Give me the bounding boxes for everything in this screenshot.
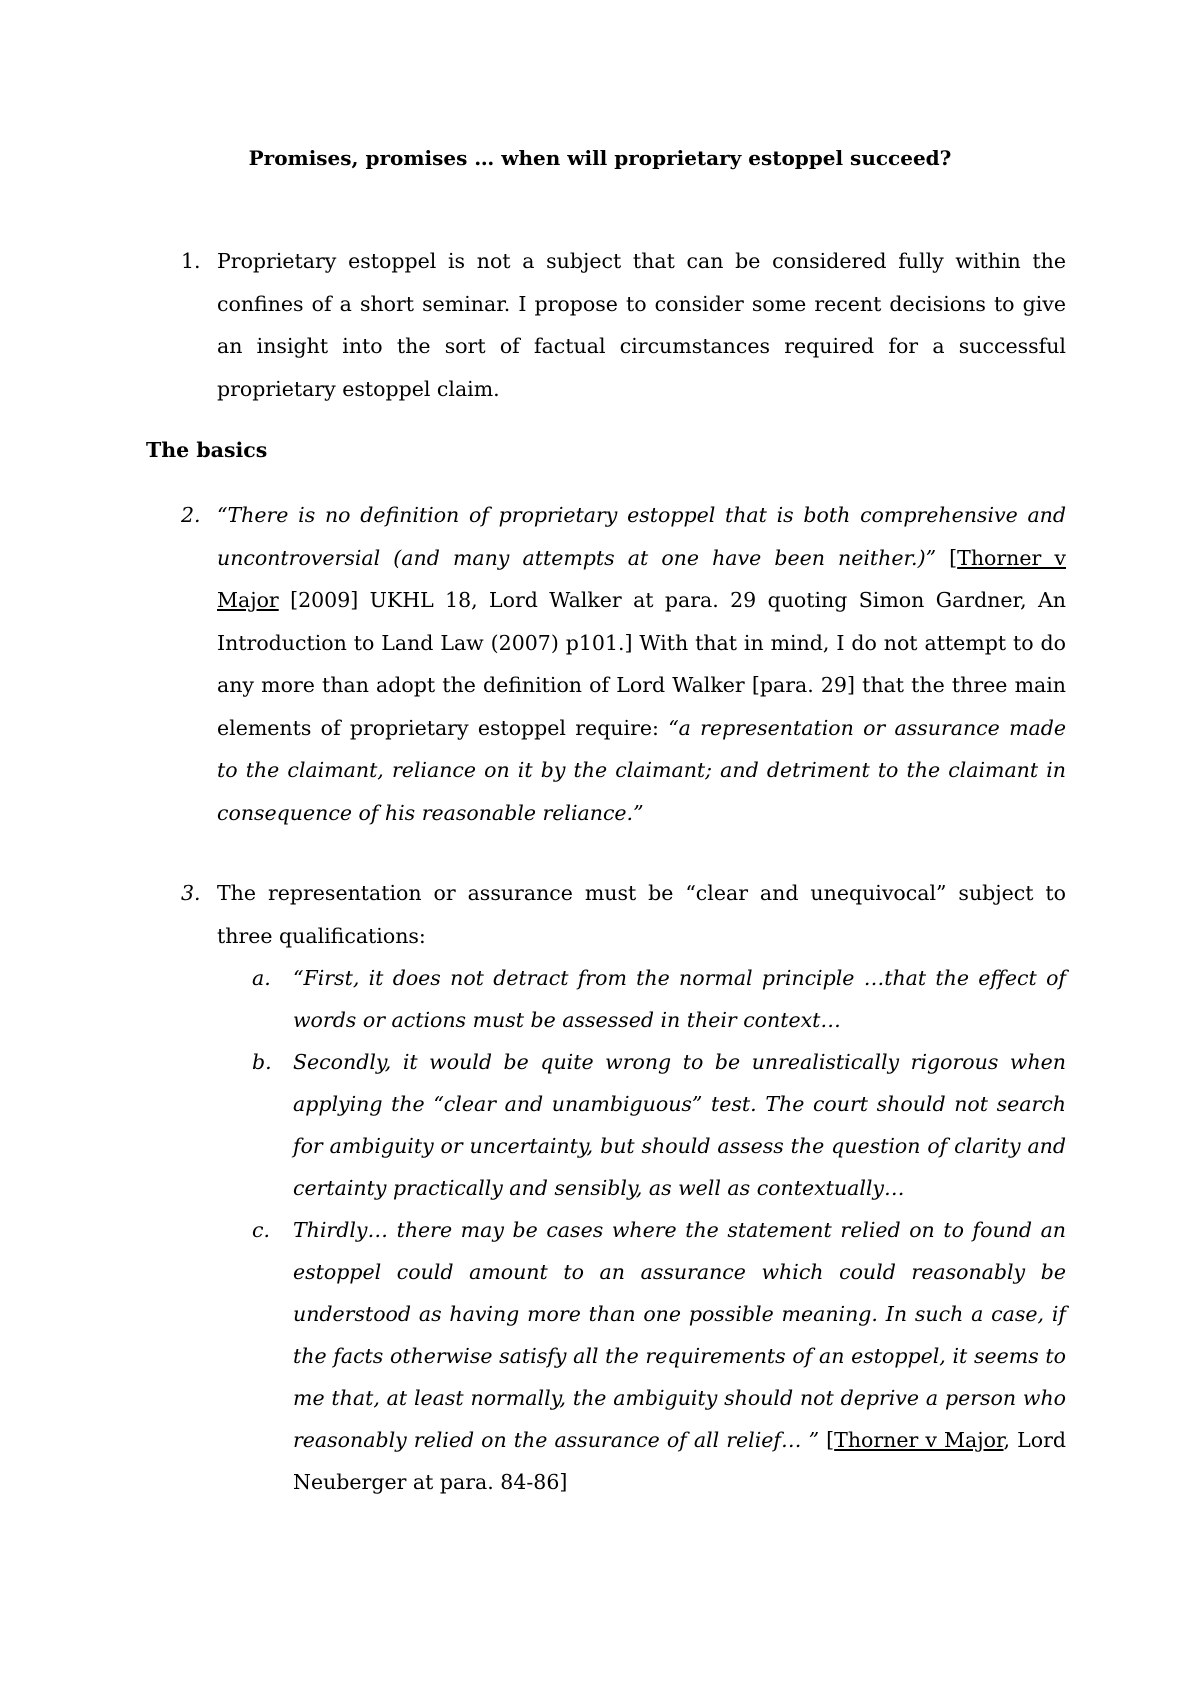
paragraph-number: 3. — [181, 881, 201, 905]
list-item — [217, 957, 1066, 1041]
list-item-label: b. — [252, 1050, 272, 1074]
quote-text: “There is no definition of proprietary estoppel that is both comprehensive and uncontroversial (and many attempts at one have been neither.)” — [217, 503, 1066, 570]
list-item-text: Secondly, it would be quite wrong to be unrealistically rigorous when applying the “clear and unambiguous” test. The court should not search for ambiguity or uncertainty, but should assess the question of clarity and certainty practically and sensibly, as well as contextually… — [293, 1050, 1066, 1200]
paragraph-text — [217, 494, 1066, 834]
list-item-text — [293, 1209, 1066, 1503]
paragraph-3 — [146, 872, 1066, 1503]
case-citation: Thorner v Major — [217, 545, 1066, 612]
bracket-text: [ — [819, 1428, 835, 1452]
list-item-label: a. — [252, 966, 271, 990]
list-item — [217, 1209, 1066, 1503]
citation-tail: , Lord Neuberger at para. 84-86] — [293, 1428, 1066, 1494]
case-citation: Thorner v Major — [834, 1428, 1004, 1452]
paragraph-text: Proprietary estoppel is not a subject that can be considered fully within the confines of a short seminar. I propose to consider some recent decisions to give an insight into the sort of factual circumstances required for a successful proprietary estoppel claim. — [217, 249, 1066, 401]
list-item-text: “First, it does not detract from the normal principle …that the effect of words or actions must be assessed in their context… — [293, 966, 1066, 1032]
paragraph-2 — [146, 494, 1066, 834]
paragraph-text: The representation or assurance must be “clear and unequivocal” subject to three qualifications: — [217, 881, 1066, 948]
quote-text: Thirdly… there may be cases where the statement relied on to found an estoppel could amount to an assurance which could reasonably be understood as having more than one possible meaning. In such a case, if the facts otherwise satisfy all the requirements of an estoppel, it seems to me that, at least normally, the ambiguity should not deprive a person who reasonably relied on the assurance of all relief… ” — [293, 1218, 1066, 1452]
paragraph-number: 1. — [181, 249, 201, 273]
paragraph-number: 2. — [181, 503, 201, 527]
document-title: Promises, promises … when will proprietary estoppel succeed? — [248, 146, 952, 170]
body-text: [2009] UKHL 18, Lord Walker at para. 29 quoting Simon Gardner, An Introduction to Land Law (2007) p101.] With that in mind, I do not attempt to do any more than adopt the definition of Lord Walker [para. 29] that the three main elements of proprietary estoppel require: — [217, 588, 1066, 740]
list-item — [217, 1041, 1066, 1209]
paragraph-1 — [146, 240, 1066, 410]
quote-text: “a representation or assurance made to the claimant, reliance on it by the claimant; and detriment to the claimant in consequence of his reasonable reliance.” — [217, 715, 1066, 825]
bracket-text: [ — [936, 545, 958, 570]
section-heading: The basics — [146, 438, 268, 462]
list-item-label: c. — [252, 1218, 270, 1242]
